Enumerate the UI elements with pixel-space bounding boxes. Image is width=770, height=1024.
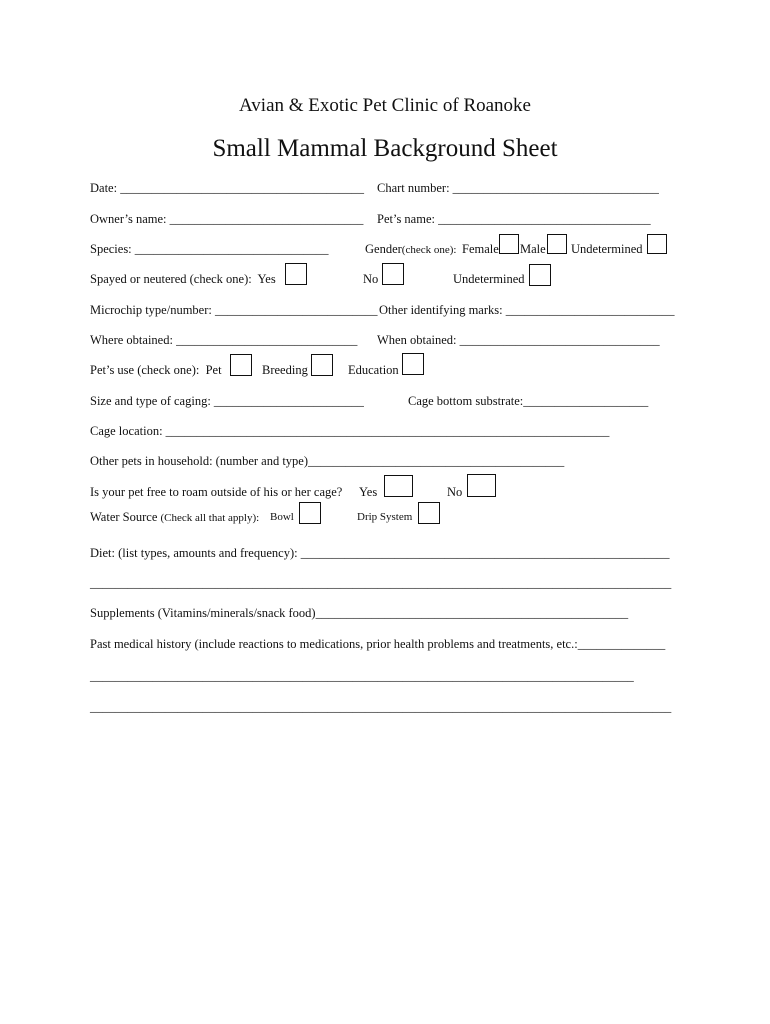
water-drip-checkbox[interactable] [418,502,440,524]
medical-history-line-2[interactable]: _______________________________________________________________________________________ [90,669,634,683]
cage-location-field[interactable]: Cage location: _______________________________________________________________________ [90,424,610,438]
gender-undetermined-label: Undetermined [571,242,643,256]
owner-name-field[interactable]: Owner’s name: _______________________________ [90,212,364,226]
medical-history-line-3[interactable]: _____________________________________________________________________________________________ [90,700,672,714]
roam-no-label: No [447,485,463,499]
other-pets-field[interactable]: Other pets in household: (number and type)_________________________________________ [90,454,565,468]
roam-yes-checkbox[interactable] [384,475,413,497]
gender-female-label: Female [462,242,499,256]
water-bowl-label: Bowl [270,511,294,523]
gender-label-text: Gender [365,242,402,256]
where-obtained-field[interactable]: Where obtained: _____________________________ [90,333,358,347]
substrate-field[interactable]: Cage bottom substrate:____________________ [408,394,649,408]
water-drip-label: Drip System [357,511,413,523]
roam-question: Is your pet free to roam outside of his or her cage? [90,485,343,499]
spayed-no-label: No [363,272,379,286]
date-field[interactable]: Date: _______________________________________ [90,181,364,195]
when-obtained-field[interactable]: When obtained: ________________________________ [377,333,660,347]
water-label [90,511,259,524]
spayed-no-checkbox[interactable] [382,263,404,285]
species-field[interactable]: Species: _______________________________ [90,242,329,256]
gender-undetermined-checkbox[interactable] [647,234,667,254]
gender-male-label: Male [520,242,546,256]
use-education-checkbox[interactable] [402,353,424,375]
other-marks-field[interactable]: Other identifying marks: ___________________________ [379,303,675,317]
medical-history-field[interactable]: Past medical history (include reactions to medications, prior health problems and treatments, etc.:______________ [90,637,666,651]
microchip-field[interactable]: Microchip type/number: __________________________ [90,303,378,317]
roam-yes-label: Yes [359,485,378,499]
clinic-name: Avian & Exotic Pet Clinic of Roanoke [239,95,531,116]
caging-field[interactable]: Size and type of caging: ________________________ [90,394,364,408]
diet-field[interactable]: Diet: (list types, amounts and frequency): ___________________________________________________________ [90,546,670,560]
gender-label [365,243,456,256]
supplements-field[interactable]: Supplements (Vitamins/minerals/snack food)__________________________________________________ [90,606,629,620]
use-pet-checkbox[interactable] [230,354,252,376]
spayed-undetermined-checkbox[interactable] [529,264,551,286]
use-breeding-checkbox[interactable] [311,354,333,376]
spayed-label: Spayed or neutered (check one): Yes [90,272,276,286]
water-label-text: Water Source [90,510,161,524]
form-title: Small Mammal Background Sheet [212,135,558,162]
chart-number-field[interactable]: Chart number: _________________________________ [377,181,659,195]
spayed-undetermined-label: Undetermined [453,272,525,286]
use-label: Pet’s use (check one): Pet [90,363,222,377]
use-education-label: Education [348,363,399,377]
spayed-yes-checkbox[interactable] [285,263,307,285]
use-breeding-label: Breeding [262,363,308,377]
roam-no-checkbox[interactable] [467,474,496,497]
diet-line-2[interactable]: _____________________________________________________________________________________________ [90,576,672,590]
water-hint: (Check all that apply): [160,512,260,524]
water-bowl-checkbox[interactable] [299,502,321,524]
gender-hint: (check one): [401,244,457,256]
pet-name-field[interactable]: Pet’s name: __________________________________ [377,212,651,226]
gender-female-checkbox[interactable] [499,234,519,254]
gender-male-checkbox[interactable] [547,234,567,254]
